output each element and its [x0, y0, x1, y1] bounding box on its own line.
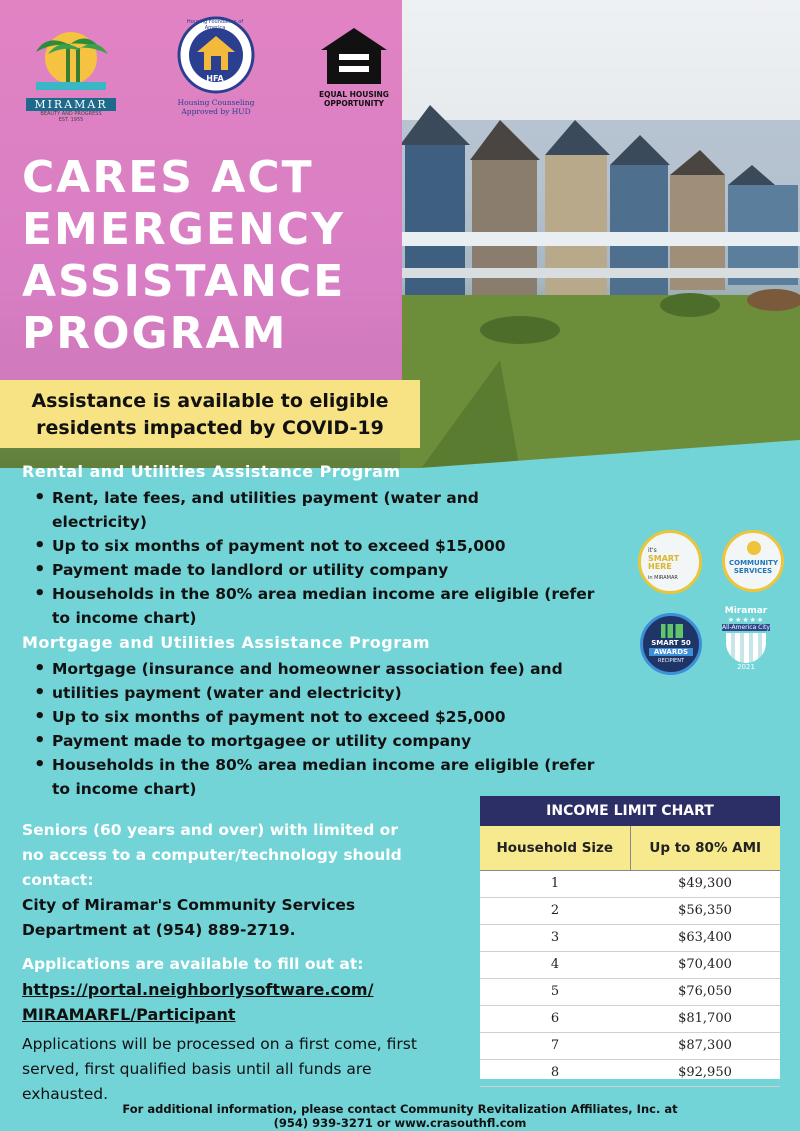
equal-housing-icon [319, 26, 389, 86]
table-row: 7 $87,300 [480, 1033, 780, 1060]
hfa-caption: Housing Counseling Approved by HUD [177, 98, 255, 116]
col-household-size: Household Size [480, 826, 631, 870]
smart-here-badge: it's SMART HERE in MIRAMAR [638, 530, 702, 594]
chart-rows [480, 871, 780, 1087]
miramar-logo [26, 24, 116, 123]
banner-line-2: residents impacted by COVID-19 [36, 417, 384, 439]
stars-icon: ★★★★★ [727, 616, 765, 624]
rental-list [32, 486, 595, 630]
hfa-logo [176, 16, 256, 126]
list-item: • Up to six months of payment not to exceed $25,000 [32, 705, 632, 729]
smart-50-badge: SMART 50 AWARDS RECIPIENT [640, 613, 702, 675]
table-row: 5 $76,050 [480, 979, 780, 1006]
footer-contact: For additional information, please contact Community Revitalization Affiliates, Inc. at (954) 939-3271 or www.crasouthfl.com [122, 1102, 678, 1130]
table-row: 2 $56,350 [480, 898, 780, 925]
mortgage-list [32, 657, 632, 801]
hfa-seal-text: Housing Foundation of America HFA [186, 19, 244, 83]
income-limit-chart [480, 796, 780, 1079]
seniors-text: Seniors (60 years and over) with limited or no access to a computer/technology should contact: [22, 821, 402, 889]
city-skyline-icon [661, 624, 683, 638]
community-services-badge: COMMUNITY SERVICES [722, 530, 784, 592]
list-item: • Up to six months of payment not to exceed $15,000 [32, 534, 542, 558]
miramar-tagline: BEAUTY AND PROGRESS EST. 1955 [40, 111, 102, 123]
apply-heading: Applications are available to fill out at: [22, 955, 364, 973]
mortgage-heading: Mortgage and Utilities Assistance Program [22, 633, 431, 652]
equal-housing-logo [314, 26, 394, 108]
table-row: 3 $63,400 [480, 925, 780, 952]
table-row: 6 $81,700 [480, 1006, 780, 1033]
table-row: 8 $92,950 [480, 1060, 780, 1087]
all-america-city-badge: Miramar ★★★★★ All-America City 2021 [722, 606, 770, 671]
shield-icon [726, 633, 766, 663]
seniors-contact: City of Miramar's Community Services Department at (954) 889-2719. [22, 896, 356, 939]
table-row: 1 $49,300 [480, 871, 780, 898]
chart-header-row [480, 826, 780, 871]
program-title: CARES ACT EMERGENCY ASSISTANCE PROGRAM [22, 152, 346, 359]
equal-housing-text: EQUAL HOUSING OPPORTUNITY [319, 90, 389, 108]
list-item: • Households in the 80% area median income are eligible (refer to income chart) [32, 582, 617, 630]
palm-tree-icon [26, 24, 116, 94]
portal-link[interactable]: https://portal.neighborlysoftware.com/ MIRAMARFL/Participant [22, 980, 374, 1024]
list-item: • Mortgage (insurance and homeowner association fee) and [32, 657, 632, 681]
processing-note: Applications will be processed on a first come, first served, first qualified basis until all funds are exhausted. [22, 1035, 417, 1103]
sun-icon [747, 541, 761, 555]
col-ami: Up to 80% AMI [649, 840, 762, 856]
banner-line-1: Assistance is available to eligible [31, 390, 389, 412]
covid-banner [0, 380, 420, 448]
list-item: • Rent, late fees, and utilities payment (water and electricity) [32, 486, 542, 534]
chart-title: INCOME LIMIT CHART [480, 796, 780, 826]
list-item: • Households in the 80% area median income are eligible (refer to income chart) [32, 753, 617, 801]
rental-heading: Rental and Utilities Assistance Program [22, 462, 401, 481]
list-item: • Payment made to landlord or utility company [32, 558, 542, 582]
list-item: • Payment made to mortgagee or utility company [32, 729, 632, 753]
miramar-wordmark: MIRAMAR [26, 98, 116, 111]
list-item: • utilities payment (water and electricity) [32, 681, 632, 705]
table-row: 4 $70,400 [480, 952, 780, 979]
